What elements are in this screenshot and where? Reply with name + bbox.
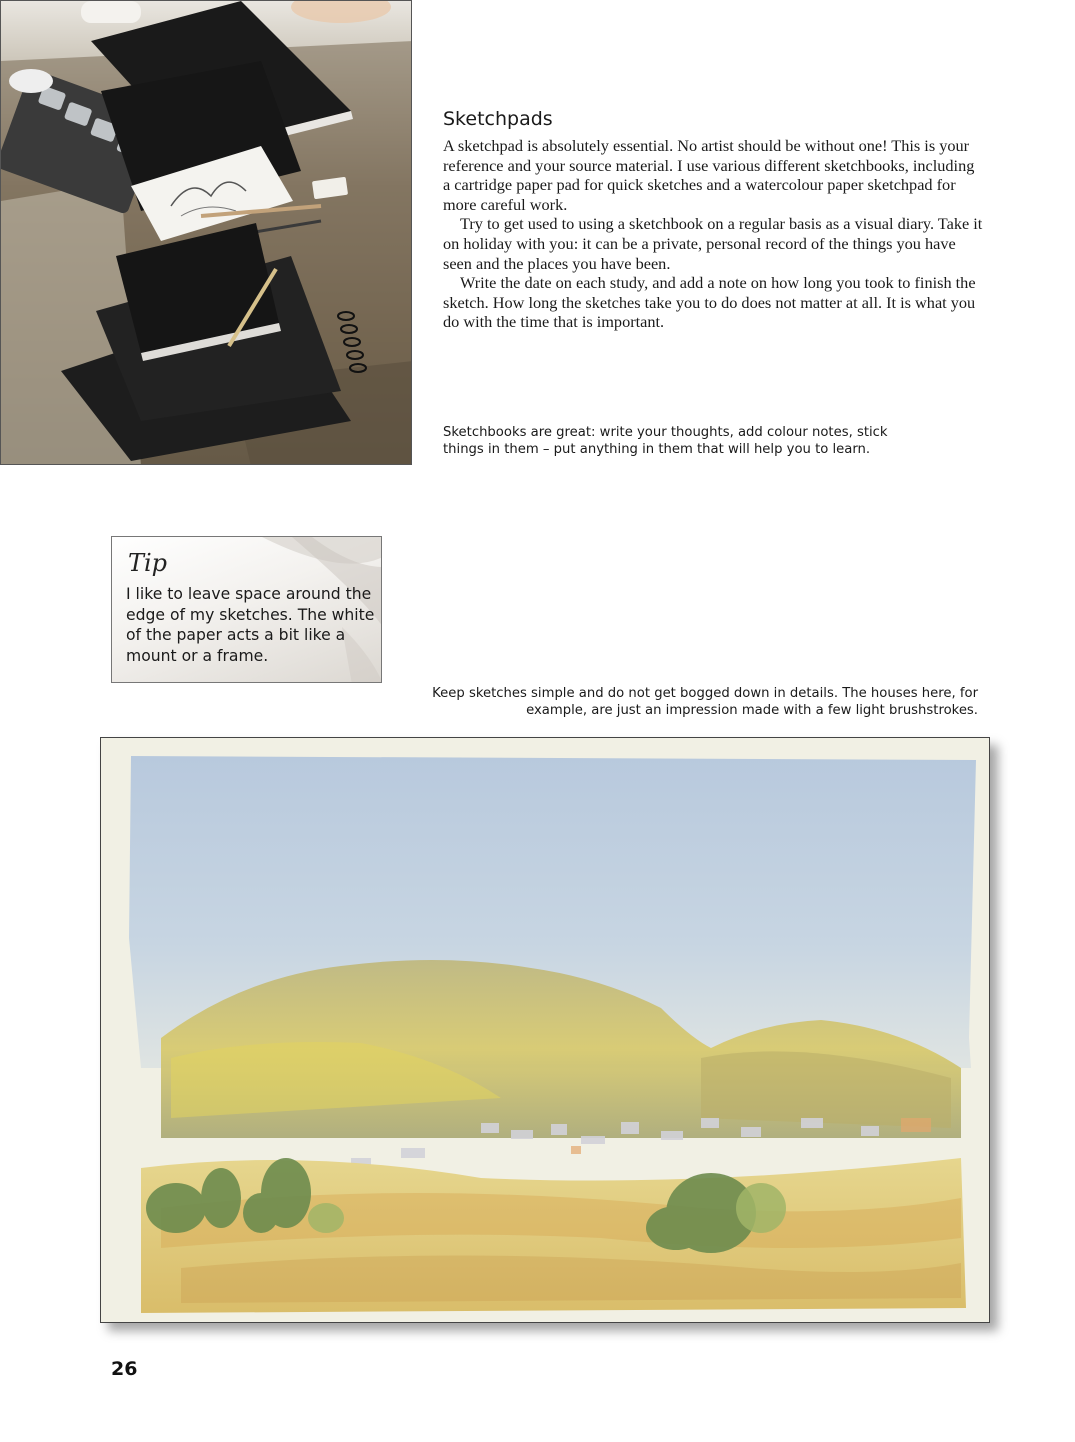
page-number: 26 — [111, 1358, 138, 1380]
paragraph-3: Write the date on each study, and add a note on how long you took to finish the sketch. How long the sketches take you to do does not matter at all. It is what you do with the time that is important. — [443, 273, 976, 332]
landscape-painting-illustration — [101, 738, 989, 1322]
sketchbooks-illustration — [1, 1, 412, 465]
photo-caption: Sketchbooks are great: write your thoughts, add colour notes, stick things in them – put anything in them that will help you to learn. — [443, 425, 888, 457]
tip-box — [111, 536, 382, 683]
painting-caption: Keep sketches simple and do not get bogged down in details. The houses here, for example, are just an impression made with a few light brushstrokes. — [432, 686, 978, 718]
section-heading: Sketchpads — [443, 108, 553, 130]
tip-text: I like to leave space around the edge of my sketches. The white of the paper acts a bit like a mount or a frame. — [126, 585, 375, 665]
sketchbooks-photo — [0, 0, 412, 465]
body-text — [443, 136, 983, 332]
paragraph-1: A sketchpad is absolutely essential. No artist should be without one! This is your reference and your source material. I use various different sketchbooks, including a cartridge paper pad for quick sketches and a watercolour paper sketchpad for more careful work. — [443, 136, 975, 214]
watercolour-painting — [100, 737, 990, 1323]
paragraph-2: Try to get used to using a sketchbook on a regular basis as a visual diary. Take it on holiday with you: it can be a private, personal record of the things you have seen and the places you have been. — [443, 214, 983, 273]
tip-title: Tip — [128, 549, 168, 577]
